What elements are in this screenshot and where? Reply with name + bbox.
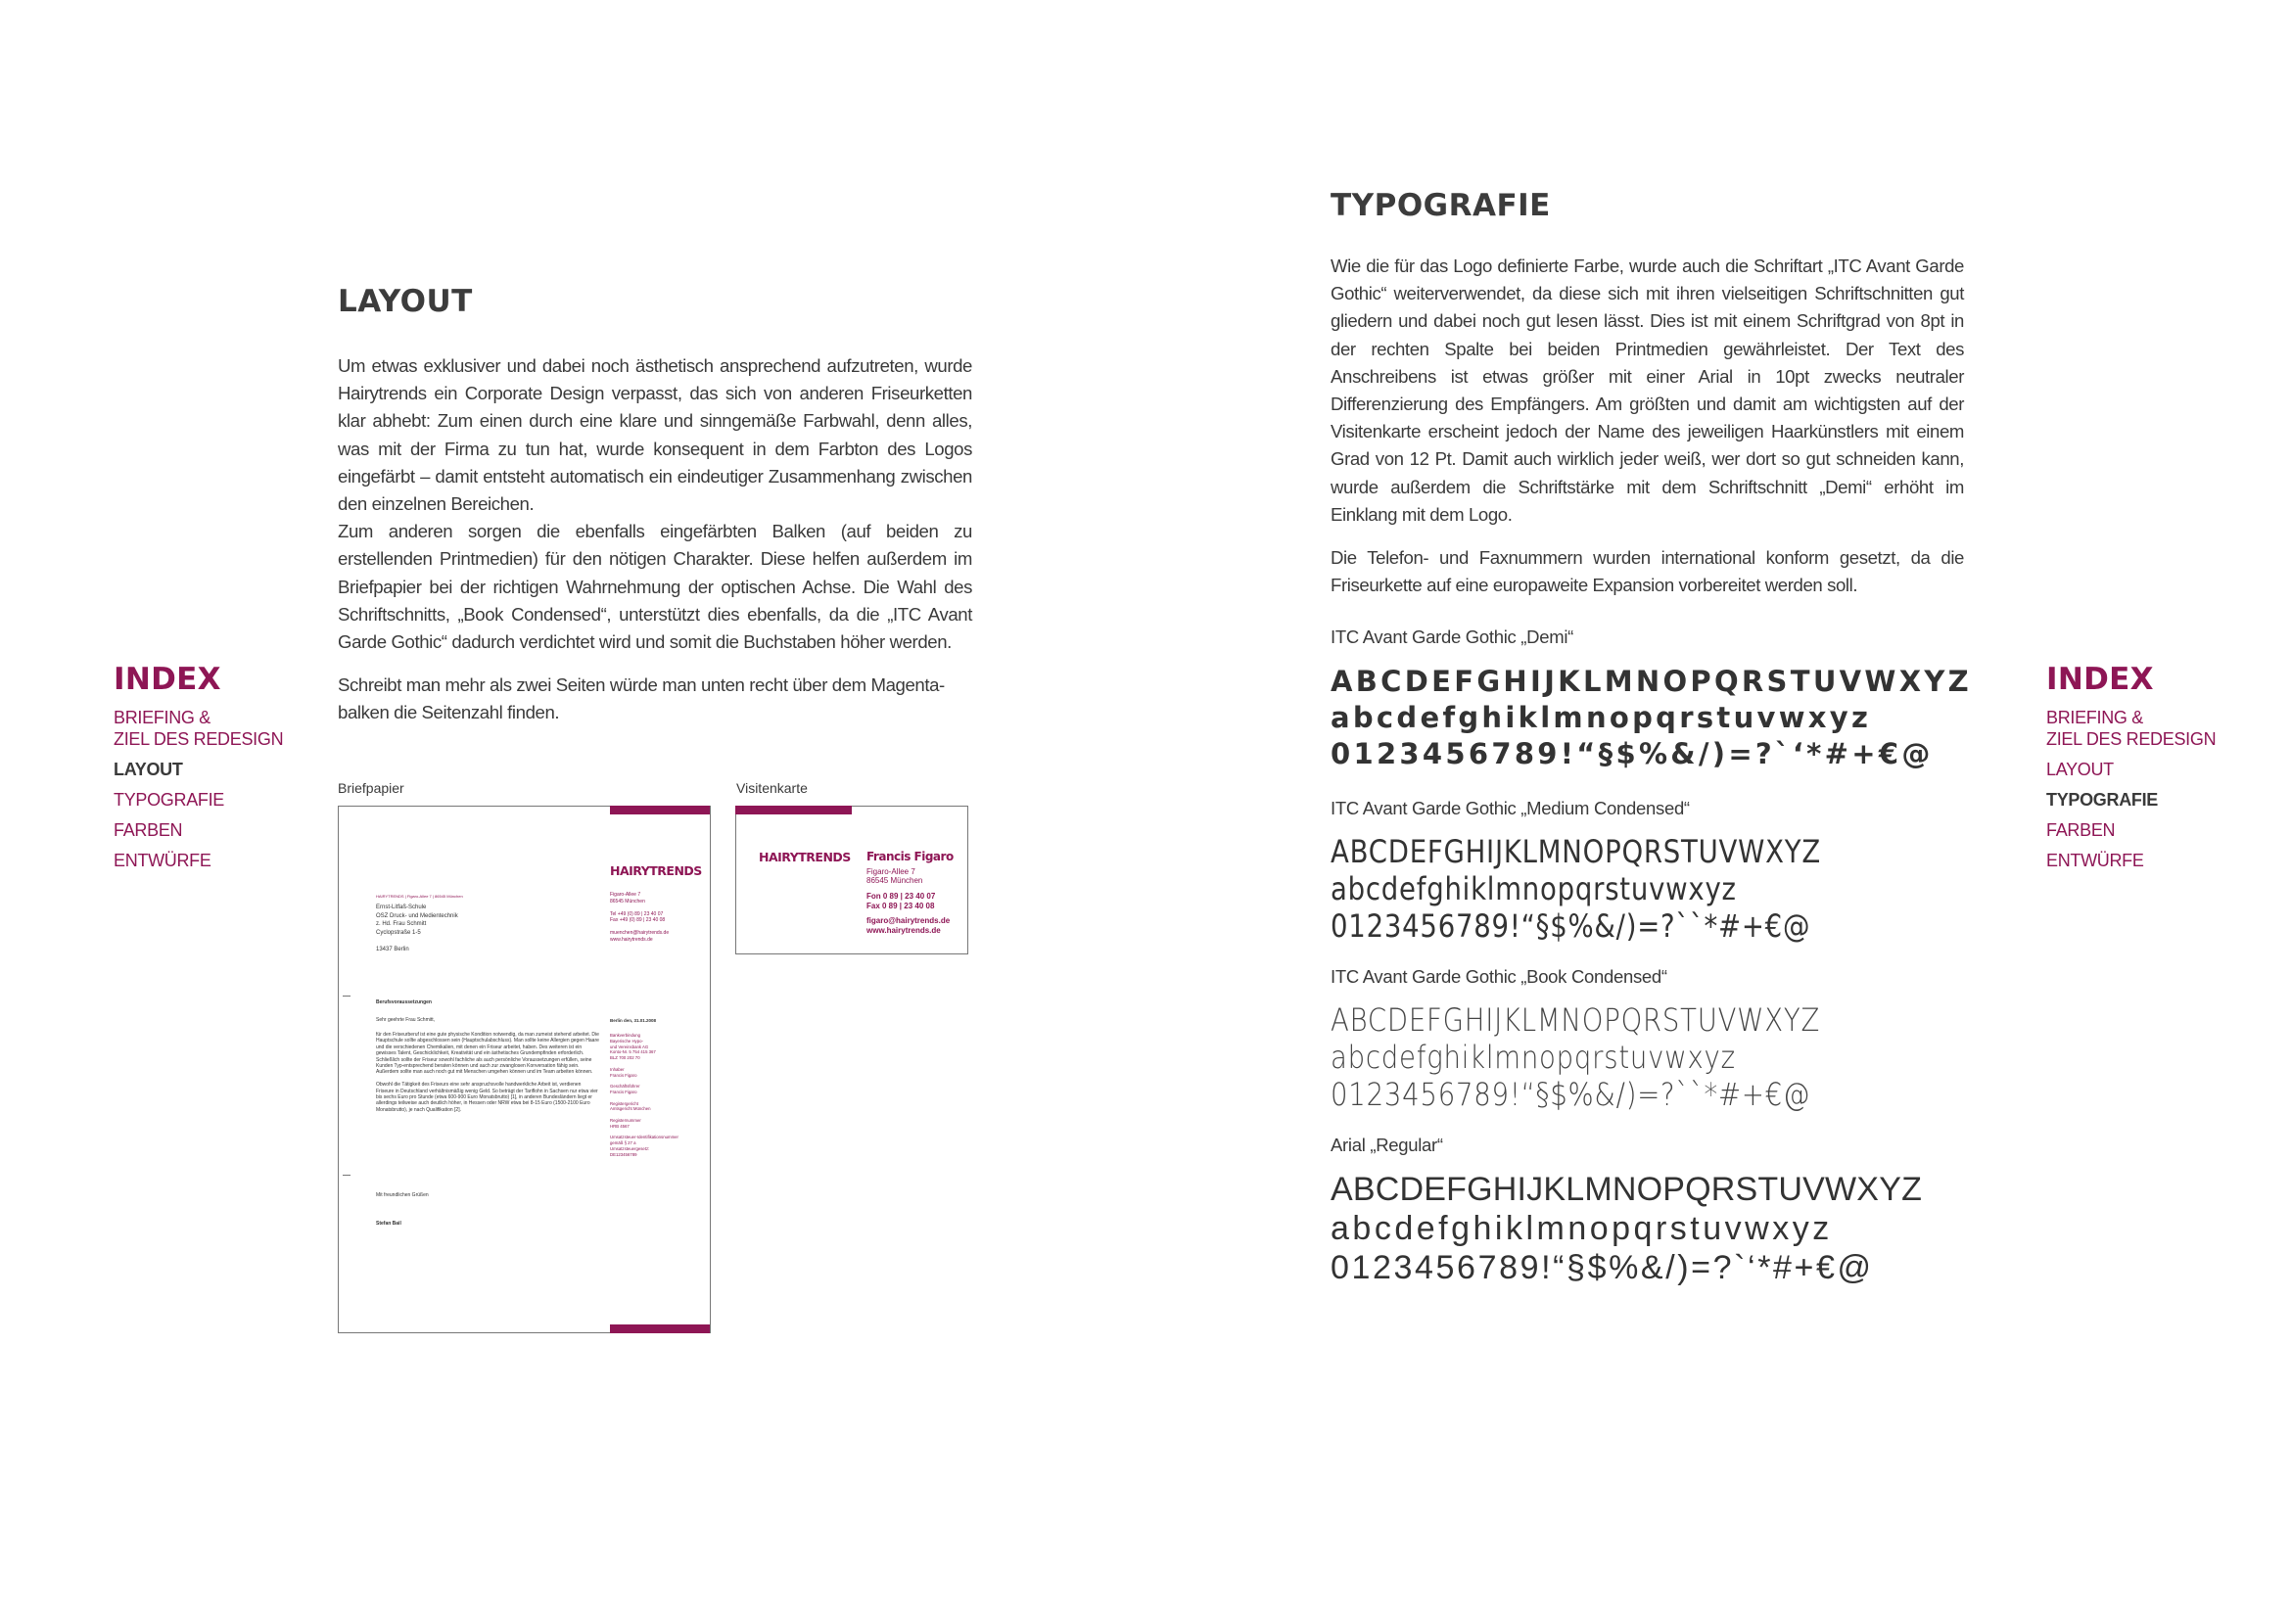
index-item-entwuerfe[interactable]: ENTWÜRFE <box>114 851 211 870</box>
signature: Stefan Bail <box>376 1221 401 1227</box>
specimen-label: ITC Avant Garde Gothic „Book Condensed“ <box>1331 966 1667 987</box>
index-item-briefing[interactable]: BRIEFING & ZIEL DES REDESIGN <box>114 708 284 749</box>
recipient-address: Ernst-Litfaß-Schule OSZ Druck- und Medientechnik z. Hd. Frau Schmitt Cyclopstraße 1-5 13437 Berlin <box>376 905 458 952</box>
salutation: Sehr geehrte Frau Schmitt, <box>376 1017 436 1023</box>
specimen-digits: 0123456789!“§$%&/)=?``*#+€@ <box>1331 907 1811 945</box>
letterhead-bottom-bar <box>610 1324 710 1333</box>
layout-paragraph-1: Um etwas exklusiver und dabei noch ästhetisch ansprechend aufzutreten, wurde Hairytrends ein Corporate Design verpasst, das sich von anderen Friseurketten klar abhebt: Zum einen durch eine klare und sinngemäße Farbwahl, denn alles, was mit der Firma zu tun hat, wurde konsequent in dem Farbton des Logos eingefärbt – damit entsteht automatisch ein eindeutiger Zusammenhang zwischen den einzelnen Bereichen. <box>338 355 972 515</box>
specimen-lowercase: abcdefghiklmnopqrstuvwxyz <box>1331 1210 1833 1247</box>
card-logo: HAIRYTRENDS <box>759 850 851 864</box>
index-title: INDEX <box>114 662 221 697</box>
specimen-uppercase: ABCDEFGHIJKLMNOPQRSTUVWXYZ <box>1331 665 1972 698</box>
briefpapier-label: Briefpapier <box>338 780 404 796</box>
index-item-typografie[interactable]: TYPOGRAFIE <box>114 790 225 810</box>
letterhead-preview <box>338 806 711 1333</box>
index-item-entwuerfe[interactable]: ENTWÜRFE <box>2046 851 2144 870</box>
fold-mark <box>343 996 351 997</box>
type-specimens <box>1331 626 1977 1287</box>
index-item-briefing[interactable]: BRIEFING & ZIEL DES REDESIGN <box>2046 708 2217 749</box>
specimen-lowercase: abcdefghiklmnopqrstuvwxyz <box>1331 701 1872 734</box>
sender-line: HAIRYTRENDS | Figaro-Allee 7 | 86545 München <box>376 894 463 899</box>
letter-date: Berlin den, 31.01.2008 <box>610 1018 657 1023</box>
specimen-digits: 0123456789!“§$%&/)=?`‘*#+€@ <box>1331 737 1934 770</box>
specimen-arial <box>1331 1135 1977 1287</box>
specimen-book-condensed <box>1331 966 1977 1113</box>
index-nav-left <box>114 662 309 880</box>
specimen-medium-condensed <box>1331 798 1977 945</box>
index-nav-right <box>2046 662 2262 880</box>
layout-paragraph-2: Zum anderen sorgen die ebenfalls eingefärbten Balken (auf beiden zu erstellenden Printmedien) für den nötigen Charakter. Diese helfen außerdem im Briefpapier bei der richtigen Wahrnehmung der optischen Achse. Die Wahl des Schriftschnitts, „Book Condensed“, unterstützt dies ebenfalls, da die „ITC Avant Garde Gothic“ dadurch verdichtet wird und somit die Buchstaben höher werden. <box>338 521 972 653</box>
specimen-demi <box>1331 626 1977 772</box>
typografie-paragraph-2: Die Telefon- und Faxnummern wurden international konform gesetzt, da die Friseurkette auf eine europaweite Expansion vorbereitet werden soll. <box>1331 547 1964 596</box>
card-address: Figaro-Allee 7 86545 München <box>866 867 923 885</box>
typografie-section <box>1331 188 1964 599</box>
business-card-preview <box>735 806 968 954</box>
layout-paragraph-3: Schreibt man mehr als zwei Seiten würde man unten recht über dem Magenta-balken die Seitenzahl finden. <box>338 674 945 723</box>
closing: Mit freundlichen Grüßen <box>376 1192 429 1198</box>
letter-body: für den Friseurberuf ist eine gute physische Kondition notwendig, da man zumeist stehend arbeitet. Die Hauptschule sollte abgeschlossen sein (Hauptschulabschluss). Man sollte keine Allergien gegen Haare und die verschiedenen Chemikalien, mit denen ein Friseur arbeitet, haben. Des weiteren ist ein gewisses Talent, Geschicklichkeit, Kreativität und ein ästhetisches Grundempfinden erforderlich. Schließlich sollte der Friseur sowohl fachliche als auch persönliche Voraussetzungen erfüllen, seine Kunden Typ-entsprechend beraten können und auch zur zwanglosen Konversation fähig sein. Außerdem sollte man auch noch gut mit Menschen umgehen können und im Team arbeiten können. Obwohl die Tätigkeit des Friseurs eine sehr anspruchsvolle handwerkliche Arbeit ist, verdienen Friseure in Deutschland verhältnismäßig wenig Geld. So beträgt der Tariflohn in Sachsen nur etwa vier bis sechs Euro pro Stunde (etwa 600-900 Euro Monatsbrutto) [1], in anderen Bundesländern liegt er allerdings teilweise auch deutlich höher, in Hessen oder NRW etwa bei 8-15 Euro (1500-2100 Euro Monatsbrutto), je nach Qualifikation [2]. <box>376 1032 599 1113</box>
company-address: Figaro-Allee 7 86545 München Tel +49 (0) 89 | 23 40 07 Fax +49 (0) 89 | 23 40 08 muenchen@hairytrends.de www.hairytrends.de <box>610 892 670 943</box>
card-name: Francis Figaro <box>866 850 954 863</box>
specimen-digits: 0123456789!“§$%&/)=?`‘*#+€@ <box>1331 1249 1874 1286</box>
index-item-farben[interactable]: FARBEN <box>2046 820 2116 840</box>
specimen-label: ITC Avant Garde Gothic „Demi“ <box>1331 626 1573 647</box>
specimen-lowercase: abcdefghiklmnopqrstuvwxyz <box>1331 870 1737 907</box>
index-item-typografie[interactable]: TYPOGRAFIE <box>2046 790 2159 810</box>
typografie-heading: TYPOGRAFIE <box>1331 188 1551 223</box>
specimen-label: Arial „Regular“ <box>1331 1135 1443 1155</box>
typografie-paragraph-1: Wie die für das Logo definierte Farbe, wurde auch die Schriftart „ITC Avant Garde Gothic“ weiterverwendet, da diese sich mit ihren vielseitigen Schriftschnitten gut gliedern und dabei noch gut lesen lässt. Dies ist mit einem Schriftgrad von 8pt in der rechten Spalte bei beiden Printmedien gewährleistet. Der Text des Anschreibens ist etwas größer mit einer Arial in 10pt zwecks neutraler Differenzierung des Empfängers. Am größten und damit am wichtigsten auf der Visitenkarte erscheint jedoch der Name des jeweiligen Haarkünstlers mit einem Grad von 12 Pt. Damit auch wirklich jeder weiß, wer dort so gut schneiden kann, wurde außerdem die Schriftstärke mit dem Schriftschnitt „Demi“ erhöht im Einklang mit dem Logo. <box>1331 255 1964 525</box>
card-web: figaro@hairytrends.de www.hairytrends.de <box>866 916 951 935</box>
index-item-layout[interactable]: LAYOUT <box>2046 760 2114 779</box>
card-phone: Fon 0 89 | 23 40 07 Fax 0 89 | 23 40 08 <box>866 892 936 910</box>
letter-sidebar: Bankverbindung Bayerische Hypo- und Vereinsbank AG Konto-Nr. 5 754 415 367 BLZ 700 202 70 Inhaber Francis Figaro Geschäftsführer Francis Figaro Registergericht Amtsgericht München Registernummer HRB 4567 Umsatzsteuer-Identifikationsnummer gemäß § 27 a Umsatzsteuergesetz: DE123456789 <box>610 1033 678 1157</box>
index-item-layout[interactable]: LAYOUT <box>114 760 183 779</box>
fold-mark <box>343 1175 351 1176</box>
specimen-label: ITC Avant Garde Gothic „Medium Condensed“ <box>1331 798 1690 818</box>
visitenkarte-label: Visitenkarte <box>736 780 808 796</box>
specimen-uppercase: ABCDEFGHIJKLMNOPQRSTUVWXYZ <box>1331 833 1821 870</box>
card-top-bar <box>735 806 852 814</box>
specimen-lowercase: abcdefghiklmnopqrstuvwxyz <box>1331 1039 1736 1076</box>
specimen-uppercase: ABCDEFGHIJKLMNOPQRSTUVWXYZ <box>1331 1171 1923 1208</box>
specimen-digits: 0123456789!“§$%&/)=?``*#+€@ <box>1331 1076 1811 1113</box>
letter-subject: Berufsvoraussetzungen <box>376 999 432 1005</box>
letterhead-top-bar <box>610 806 710 814</box>
index-item-farben[interactable]: FARBEN <box>114 820 183 840</box>
index-title: INDEX <box>2046 662 2154 697</box>
layout-heading: LAYOUT <box>338 284 473 319</box>
layout-section <box>338 284 972 727</box>
specimen-uppercase: ABCDEFGHIJKLMNOPQRSTUVWXYZ <box>1331 1001 1821 1039</box>
letterhead-logo: HAIRYTRENDS <box>610 863 702 878</box>
